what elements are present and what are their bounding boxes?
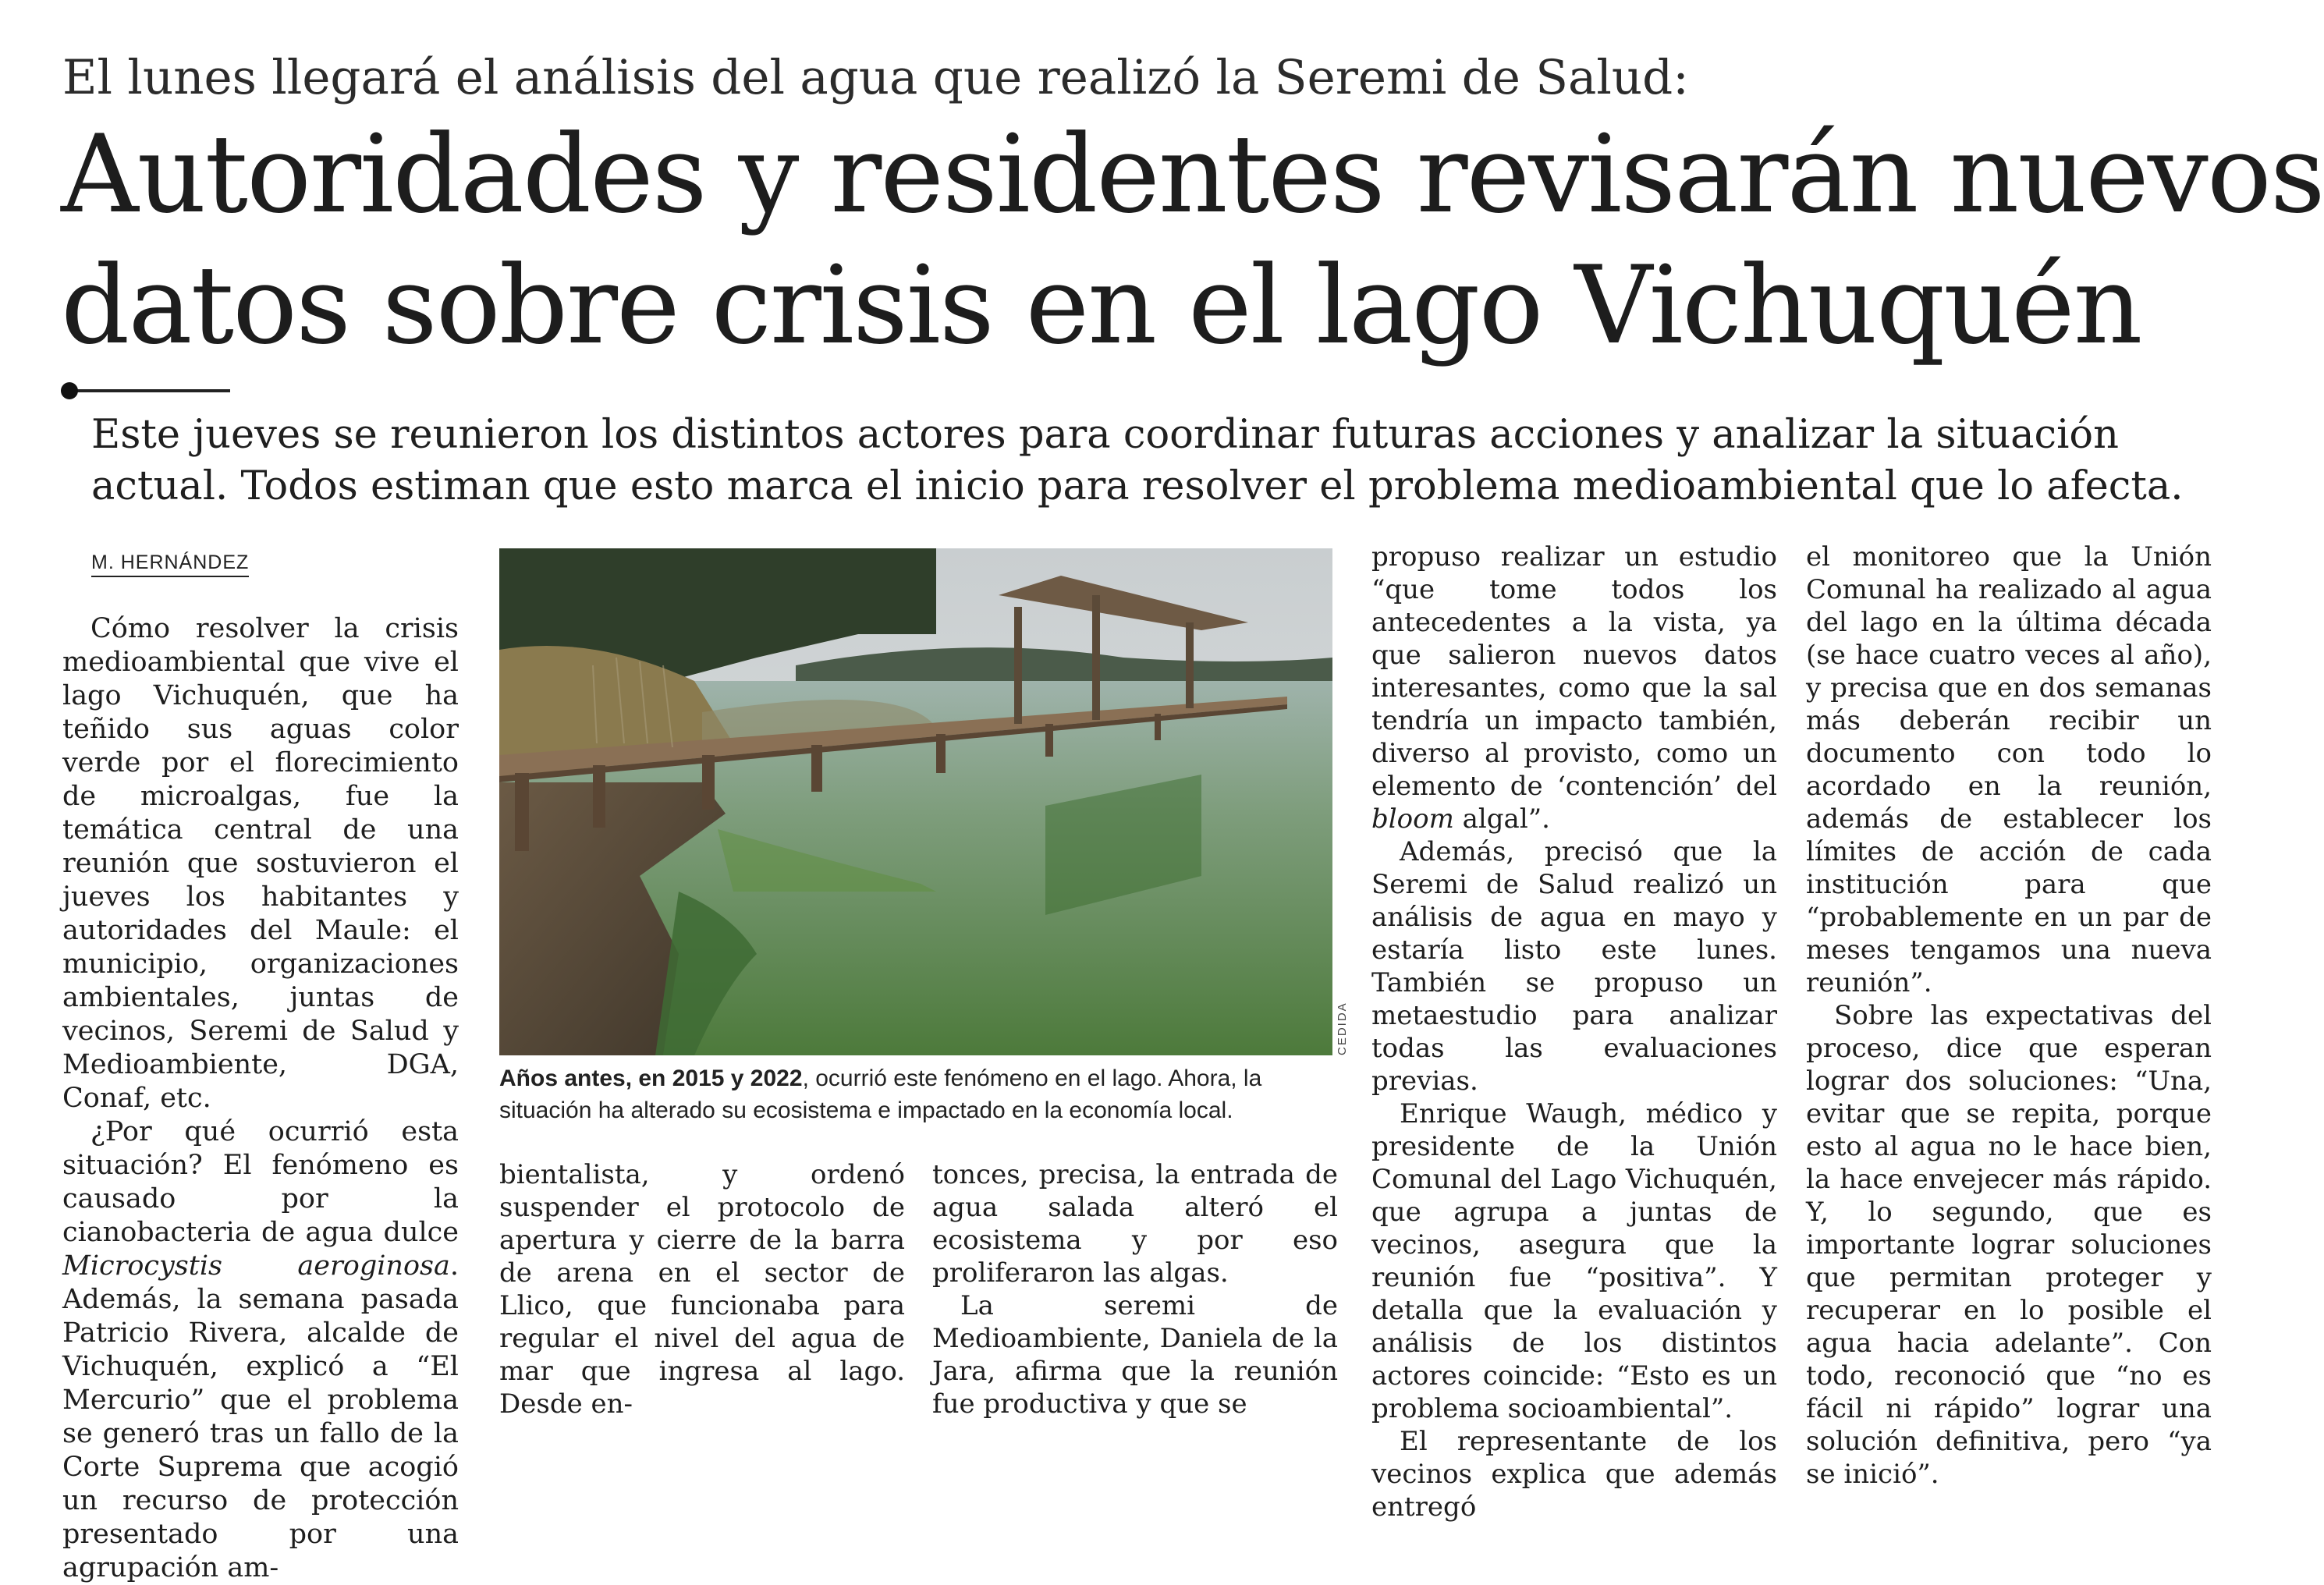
paragraph: Enrique Waugh, médico y presidente de la Unión Comunal del Lago Vichuquén, que agrupa a juntas de vecinos, asegura que la reunión fue “positiva”. Y detalla que la evaluación y análisis de los distintos actores coincide: “Esto es un problema socioambiental”. [1371, 1098, 1777, 1424]
paragraph: La seremi de Medioambiente, Daniela de la Jara, afirma que la reunión fue productiva y que se [932, 1290, 1338, 1420]
headline [61, 109, 2324, 371]
paragraph: bientalista, y ordenó suspender el protocolo de apertura y cierre de la barra de arena en el sector de Llico, que funcionaba para regular el nivel del agua de mar que ingresa al lago. Desde en- [499, 1159, 905, 1420]
headline-line-2: datos sobre crisis en el lago Vichuquén [61, 243, 2141, 368]
body-column-3 [932, 1158, 1338, 1420]
paragraph: El representante de los vecinos explica que además entregó [1371, 1426, 1777, 1523]
paragraph: tonces, precisa, la entrada de agua salada alteró el ecosistema y por eso proliferaron las algas. [932, 1159, 1338, 1289]
paragraph: propuso realizar un estudio “que tome todos los antecedentes a la vista, ya que salieron nuevos datos interesantes, como que la sal tendría un impacto también, diverso al provisto, como un elemento de ‘contención’ del bloom algal”. [1371, 541, 1777, 835]
lede-line-1: Este jueves se reunieron los distintos actores para coordinar futuras acciones y analizar la situación [91, 412, 2119, 458]
lake-pier-image [499, 548, 1332, 1055]
kicker: El lunes llegará el análisis del agua que realizó la Seremi de Salud: [62, 50, 1689, 105]
paragraph: Cómo resolver la crisis medioambiental que vive el lago Vichuquén, que ha teñido sus aguas color verde por el florecimiento de microalgas, fue la temática central de una reunión que sostuvieron el jueves los habitantes y autoridades del Maule: el municipio, organizaciones ambientales, juntas de vecinos, Seremi de Salud y Medioambiente, DGA, Conaf, etc. [62, 613, 459, 1114]
body-column-1 [62, 612, 459, 1585]
body-column-4 [1371, 541, 1777, 1523]
caption-bold: Años antes, en 2015 y 2022 [499, 1066, 803, 1091]
divider-dot [61, 382, 78, 399]
bloom-word: bloom [1371, 803, 1454, 835]
species-name: Microcystis aeroginosa [62, 1250, 450, 1282]
lede [91, 410, 2205, 512]
lede-line-2: actual. Todos estiman que esto marca el inicio para resolver el problema medioambiental que lo afecta. [91, 463, 2184, 509]
paragraph: ¿Por qué ocurrió esta situación? El fenómeno es causado por la cianobacteria de agua dulce Microcystis aeroginosa. Además, la semana pasada Patricio Rivera, alcalde de Vichuquén, explicó a “El Mercurio” que el problema se generó tras un fallo de la Corte Suprema que acogió un recurso de protección presentado por una agrupación am- [62, 1116, 459, 1583]
byline: M. HERNÁNDEZ [91, 551, 249, 577]
lake-photo [499, 548, 1332, 1055]
divider-line [66, 389, 230, 392]
body-column-2 [499, 1158, 905, 1420]
headline-line-1: Autoridades y residentes revisarán nuevos [61, 112, 2324, 237]
paragraph: Además, precisó que la Seremi de Salud realizó un análisis de agua en mayo y estaría listo este lunes. También se propuso un metaestudio para analizar todas las evaluaciones previas. [1371, 836, 1777, 1097]
photo-caption [499, 1062, 1342, 1126]
caption-text: , ocurrió este fenómeno en el lago. Ahora, la situación ha alterado su ecosistema e impactado en la economía local. [499, 1066, 1262, 1123]
paragraph: el monitoreo que la Unión Comunal ha realizado al agua del lago en la última década (se hace cuatro veces al año), y precisa que en dos semanas más deberán recibir un documento con todo lo acordado en la reunión, además de establecer los límites de acción de cada institución para que “probablemente en un par de meses tengamos una nueva reunión”. [1806, 541, 2212, 998]
photo-credit: CEDIDA [1336, 1002, 1349, 1055]
body-column-5 [1806, 541, 2212, 1491]
paragraph: Sobre las expectativas del proceso, dice que esperan lograr dos soluciones: “Una, evitar que se repita, porque esto al agua no le hace bien, la hace envejecer más rápido. Y, lo segundo, que es importante lograr soluciones que permitan proteger y recuperar en lo posible el agua hacia adelante”. Con todo, reconoció que “no es fácil ni rápido” lograr una solución definitiva, pero “ya se inició”. [1806, 1000, 2212, 1490]
